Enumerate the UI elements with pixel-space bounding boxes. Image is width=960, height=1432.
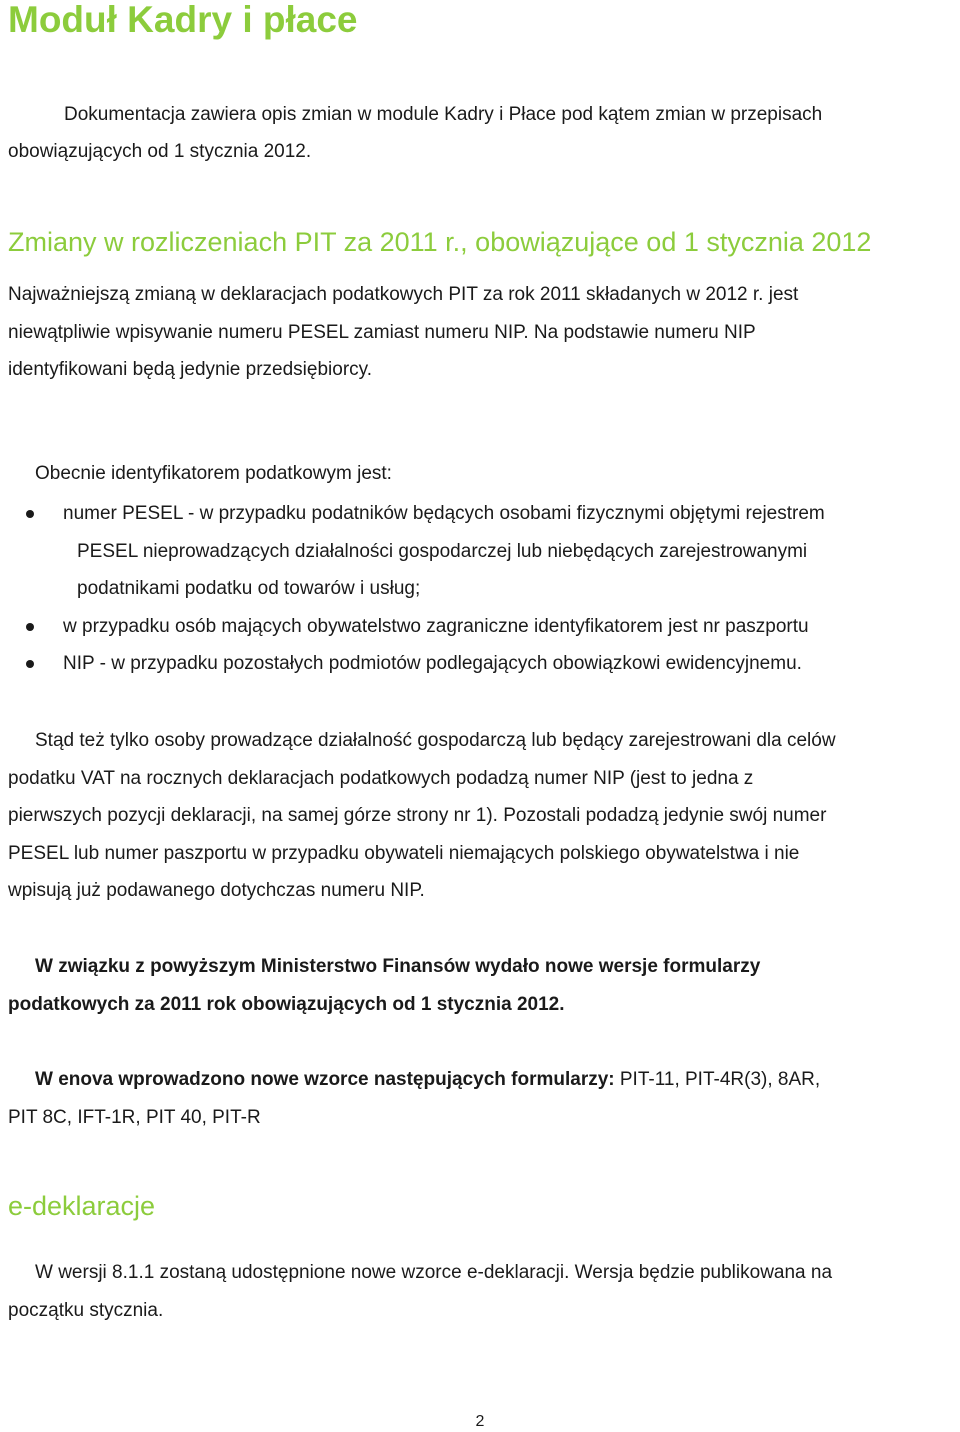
- nip-usage-line-5: wpisują już podawanego dotychczas numeru NIP.: [8, 880, 425, 901]
- bullet-icon: [26, 660, 34, 668]
- pesel-change-paragraph: [8, 276, 959, 389]
- page-title: Moduł Kadry i płace: [8, 0, 358, 40]
- intro-paragraph: [8, 96, 960, 170]
- list-item-passport-text: w przypadku osób mających obywatelstwo zagraniczne identyfikatorem jest nr paszportu: [63, 615, 809, 637]
- ministry-forms-line-1: W związku z powyższym Ministerstwo Finansów wydało nowe wersje formularzy: [35, 956, 761, 977]
- e-declarations-line-1: W wersji 8.1.1 zostaną udostępnione nowe wzorce e-deklaracji. Wersja będzie publikowana na: [35, 1262, 833, 1283]
- enova-forms-list-part-1: PIT-11, PIT-4R(3), 8AR,: [614, 1069, 821, 1090]
- nip-usage-paragraph: [8, 722, 959, 910]
- section-heading-pit-changes: Zmiany w rozliczeniach PIT za 2011 r., obowiązujące od 1 stycznia 2012: [8, 227, 872, 257]
- e-declarations-paragraph: [8, 1254, 959, 1329]
- enova-forms-list-part-2: PIT 8C, IFT-1R, PIT 40, PIT-R: [8, 1106, 261, 1128]
- ministry-forms-line-2: podatkowych za 2011 rok obowiązujących od 1 stycznia 2012.: [8, 993, 565, 1015]
- enova-forms-bold-text: W enova wprowadzono nowe wzorce następujących formularzy:: [35, 1069, 615, 1090]
- bullet-icon: [26, 510, 34, 518]
- enova-forms-paragraph: [8, 1061, 959, 1136]
- nip-usage-line-1: Stąd też tylko osoby prowadzące działalność gospodarczą lub będący zarejestrowani dla celów: [35, 730, 836, 751]
- pesel-change-line-1: Najważniejszą zmianą w deklaracjach podatkowych PIT za rok 2011 składanych w 2012 r. jest: [8, 284, 799, 305]
- intro-line-2: obowiązujących od 1 stycznia 2012.: [8, 141, 312, 162]
- e-declarations-line-2: początku stycznia.: [8, 1299, 164, 1321]
- nip-usage-line-3: pierwszych pozycji deklaracji, na samej górze strony nr 1). Pozostali podadzą jedynie swój numer: [8, 805, 827, 826]
- identifier-list: [0, 495, 960, 683]
- list-item-nip-text: NIP - w przypadku pozostałych podmiotów podlegających obowiązkowi ewidencyjnemu.: [63, 653, 802, 674]
- list-item-pesel-line-1: numer PESEL - w przypadku podatników będących osobami fizycznymi objętymi rejestrem: [63, 503, 825, 524]
- pesel-change-line-2: niewątpliwie wpisywanie numeru PESEL zamiast numeru NIP. Na podstawie numeru NIP: [8, 321, 756, 343]
- list-item-passport: [0, 608, 960, 646]
- identifier-intro-paragraph: Obecnie identyfikatorem podatkowym jest:: [35, 463, 392, 484]
- page-number: 2: [475, 1413, 485, 1430]
- list-item-nip: [0, 645, 960, 683]
- bullet-icon: [26, 623, 34, 631]
- section-heading-e-declarations: e-deklaracje: [8, 1191, 156, 1221]
- intro-line-1: Dokumentacja zawiera opis zmian w module Kadry i Płace pod kątem zmian w przepisach: [64, 104, 823, 125]
- nip-usage-line-4: PESEL lub numer paszportu w przypadku obywateli niemających polskiego obywatelstwa i nie: [8, 842, 800, 864]
- ministry-forms-paragraph: [8, 948, 959, 1023]
- list-item-pesel-line-3: podatnikami podatku od towarów i usług;: [77, 578, 421, 599]
- nip-usage-line-2: podatku VAT na rocznych deklaracjach podatkowych podadzą numer NIP (jest to jedna z: [8, 767, 754, 789]
- list-item-pesel: [0, 495, 960, 608]
- list-item-pesel-line-2: PESEL nieprowadzących działalności gospodarczej lub niebędących zarejestrowanymi: [77, 540, 808, 562]
- pesel-change-line-3: identyfikowani będą jedynie przedsiębiorcy.: [8, 359, 373, 380]
